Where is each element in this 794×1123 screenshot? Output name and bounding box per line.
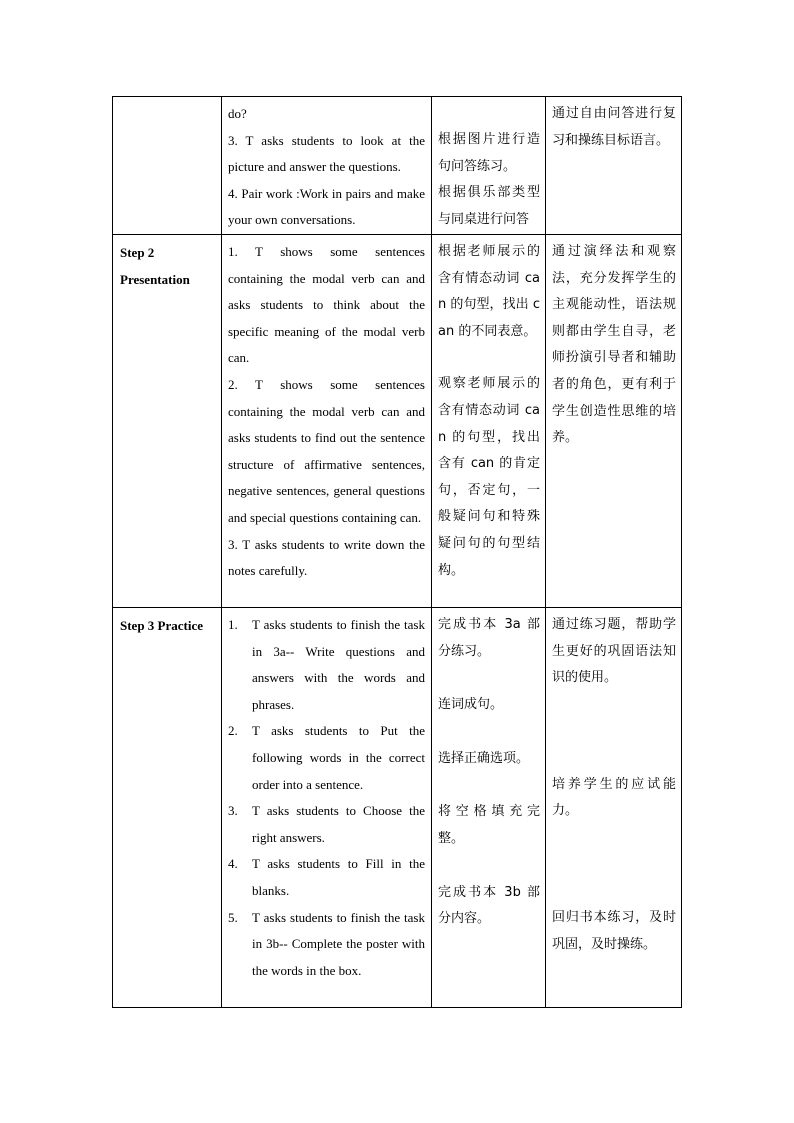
list-item (228, 905, 425, 985)
list-item (228, 612, 425, 718)
purpose-text: 回归书本练习，及时巩固，及时操练。 (552, 909, 676, 952)
item-number: 4. (228, 856, 238, 872)
step-label (113, 97, 221, 101)
purpose-cell (546, 234, 682, 607)
item-text: T asks students to Fill in the blanks. (252, 856, 425, 898)
table-row (113, 234, 682, 607)
item-number: 1. (228, 616, 238, 632)
step-label: Step 2 Presentation (120, 244, 190, 287)
item-number: 2. (228, 723, 238, 739)
purpose-cell (546, 607, 682, 1007)
purpose-text: 培养学生的应试能力。 (552, 776, 676, 819)
item-text: T asks students to finish the task in 3b-- Complete the poster with the words in the box. (252, 909, 425, 978)
activity-text: do? (228, 106, 247, 121)
purpose-text: 通过练习题，帮助学生更好的巩固语法知识的使用。 (552, 616, 676, 686)
teacher-activity-cell (222, 607, 432, 1007)
step-label: Step 3 Practice (120, 617, 204, 633)
student-text: 将空格填充完整。 (438, 804, 540, 846)
student-text: 完成书本 3b 部分内容。 (438, 884, 540, 927)
lesson-plan-table (112, 96, 682, 1008)
activity-text: 4. Pair work :Work in pairs and make your own conversations. (228, 185, 425, 228)
teacher-activity-cell (222, 97, 432, 235)
student-text: 根据图片进行造句问答练习。 (438, 132, 540, 174)
teacher-activity-cell (222, 234, 432, 607)
student-activity-cell (432, 97, 546, 235)
list-item (228, 798, 425, 851)
step-cell (113, 607, 222, 1007)
activity-text: 1. T shows some sentences containing the modal verb can and asks students to think about the specific meaning of the modal verb can. (228, 243, 425, 366)
table-row (113, 607, 682, 1007)
table-row (113, 97, 682, 235)
item-text: T asks students to Put the following words in the correct order into a sentence. (252, 723, 425, 792)
purpose-text: 通过演绎法和观察法，充分发挥学生的主观能动性，语法规则都由学生自寻，老师扮演引导者和辅助者的角色，更有利于学生创造性思维的培养。 (552, 243, 676, 446)
item-text: T asks students to Choose the right answers. (252, 803, 425, 845)
step-cell (113, 234, 222, 607)
list-item (228, 851, 425, 904)
student-activity-cell (432, 607, 546, 1007)
item-number: 5. (228, 909, 238, 925)
student-text: 观察老师展示的含有情态动词 can 的句型，找出含有 can 的肯定句，否定句，一般疑问句和特殊疑问句的句型结构。 (438, 376, 540, 578)
student-text: 根据老师展示的含有情态动词 can 的句型，找出 can 的不同表意。 (438, 243, 540, 339)
activity-text: 3. T asks students to look at the picture and answer the questions. (228, 132, 425, 175)
activity-text: 2. T shows some sentences containing the modal verb can and asks students to find out the sentence structure of affirmative sentences, negative sentences, general questions and special questions containing can. (228, 376, 425, 525)
student-activity-cell (432, 234, 546, 607)
student-text: 连词成句。 (438, 697, 504, 713)
item-number: 3. (228, 803, 238, 819)
practice-list (228, 612, 425, 984)
activity-text: 3. T asks students to write down the notes carefully. (228, 536, 425, 579)
student-text: 根据俱乐部类型与同桌进行问答 (438, 185, 540, 227)
purpose-cell (546, 97, 682, 235)
student-text: 选择正确选项。 (438, 750, 530, 766)
purpose-text: 通过自由问答进行复习和操练目标语言。 (552, 106, 676, 148)
step-cell (113, 97, 222, 235)
student-text: 完成书本 3a 部分练习。 (438, 616, 540, 659)
list-item (228, 718, 425, 798)
item-text: T asks students to finish the task in 3a-- Write questions and answers with the words and phrases. (252, 616, 425, 712)
